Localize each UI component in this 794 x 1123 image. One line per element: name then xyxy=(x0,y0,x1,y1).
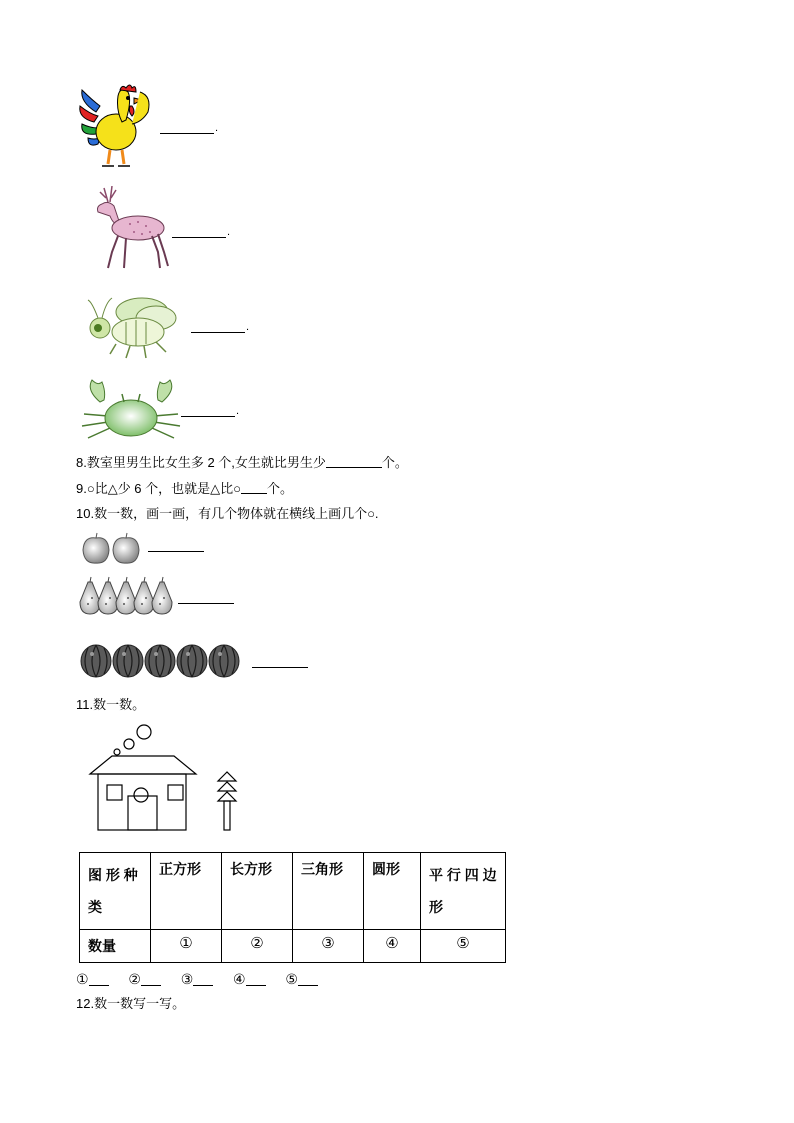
col-triangle: 三角形 xyxy=(293,853,364,930)
question-9-unit: 个。 xyxy=(267,481,294,496)
crab-line-end: . xyxy=(236,405,240,417)
bee-line-end: . xyxy=(246,321,250,333)
question-8 xyxy=(76,455,408,471)
count-cell-3: ③ xyxy=(293,930,364,963)
count-cell-5: ⑤ xyxy=(421,930,506,963)
question-9-answer-line[interactable] xyxy=(241,492,267,494)
question-9-text: 9.○比△少 6 个，也就是△比○ xyxy=(76,481,241,496)
answer-line-rooster[interactable] xyxy=(160,132,214,134)
q11-answers xyxy=(76,970,318,988)
deer-line-end: . xyxy=(227,226,231,238)
col-rectangle: 长方形 xyxy=(222,853,293,930)
col-circle: 圆形 xyxy=(364,853,421,930)
shape-count-table xyxy=(79,852,506,963)
crab-icon xyxy=(78,376,184,440)
col-square: 正方形 xyxy=(151,853,222,930)
q10-pear-answer-line[interactable] xyxy=(178,602,234,604)
answer-label-5: ⑤ xyxy=(285,971,298,987)
shape-type-header: 图 形 种 类 xyxy=(80,853,151,930)
count-cell-4: ④ xyxy=(364,930,421,963)
col-parallelogram: 平 行 四 边 形 xyxy=(421,853,506,930)
question-11: 11.数一数。 xyxy=(76,697,146,712)
answer-line-5[interactable] xyxy=(298,984,318,986)
answer-label-3: ③ xyxy=(180,971,194,987)
pumpkin-icon xyxy=(80,640,242,680)
answer-line-crab[interactable] xyxy=(181,415,235,417)
answer-line-2[interactable] xyxy=(141,984,161,986)
count-cell-2: ② xyxy=(222,930,293,963)
question-9 xyxy=(76,481,293,497)
q10-pumpkin-answer-line[interactable] xyxy=(252,666,308,668)
answer-line-3[interactable] xyxy=(193,984,213,986)
house-figure xyxy=(88,722,244,834)
question-12: 12.数一数写一写。 xyxy=(76,996,186,1011)
answer-label-4: ④ xyxy=(233,971,246,987)
question-8-answer-line[interactable] xyxy=(326,466,382,468)
bee-icon xyxy=(86,292,180,360)
answer-line-4[interactable] xyxy=(246,984,266,986)
answer-line-1[interactable] xyxy=(89,984,109,986)
rooster-icon xyxy=(76,82,158,172)
count-cell-1: ① xyxy=(151,930,222,963)
q10-apple-answer-line[interactable] xyxy=(148,550,204,552)
answer-line-deer[interactable] xyxy=(172,236,226,238)
rooster-line-end: . xyxy=(215,122,219,134)
question-8-unit: 个。 xyxy=(381,455,408,470)
answer-label-1: ① xyxy=(76,971,89,987)
question-8-text: 8.教室里男生比女生多 2 个,女生就比男生少 xyxy=(76,455,326,470)
answer-line-bee[interactable] xyxy=(191,331,245,333)
pear-icon xyxy=(78,576,176,616)
deer-icon xyxy=(90,186,170,272)
answer-label-2: ② xyxy=(128,971,141,987)
count-row-label: 数量 xyxy=(80,930,151,963)
question-10: 10.数一数，画一画，有几个物体就在横线上画几个○. xyxy=(76,506,379,521)
apple-icon xyxy=(80,532,146,566)
